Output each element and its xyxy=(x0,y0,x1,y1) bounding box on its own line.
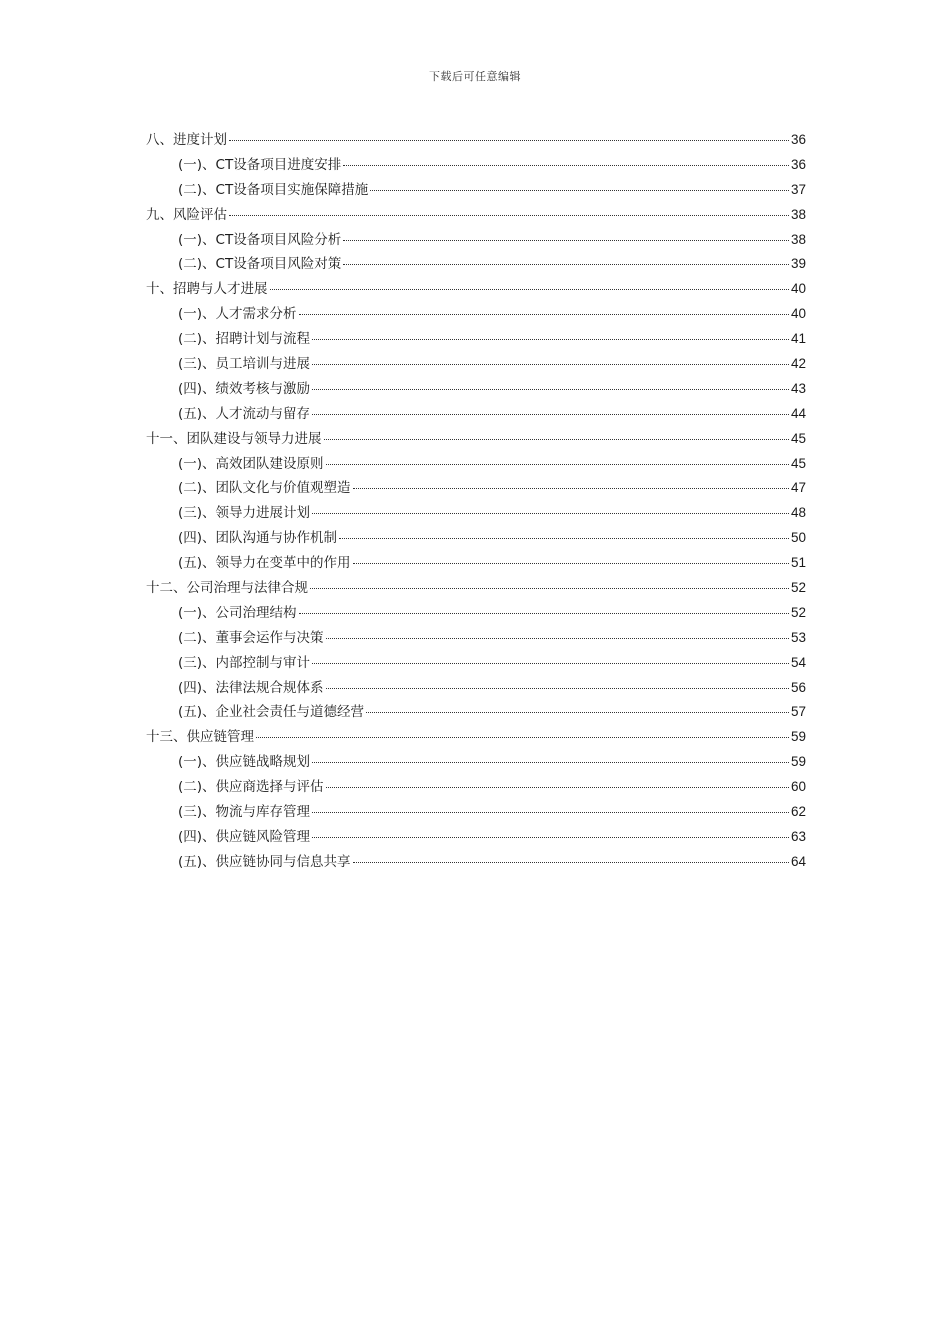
toc-entry[interactable] xyxy=(146,128,806,153)
toc-entry-title: (一)、供应链战略规划 xyxy=(178,754,311,771)
toc-entry-title: (二)、团队文化与价值观塑造 xyxy=(178,480,351,497)
toc-entry[interactable] xyxy=(146,302,806,327)
toc-entry[interactable] xyxy=(146,676,806,701)
toc-entry-page: 36 xyxy=(790,156,806,172)
toc-dot-leader xyxy=(312,513,789,514)
toc-entry[interactable] xyxy=(146,551,806,576)
toc-entry-title: (五)、企业社会责任与道德经营 xyxy=(178,704,365,721)
toc-dot-leader xyxy=(326,638,789,639)
toc-entry-page: 59 xyxy=(790,729,806,745)
toc-dot-leader xyxy=(299,613,789,614)
toc-entry-page: 52 xyxy=(790,580,806,596)
toc-entry-page: 43 xyxy=(790,380,806,396)
toc-entry[interactable] xyxy=(146,452,806,477)
toc-entry-title: (二)、董事会运作与决策 xyxy=(178,629,324,646)
toc-entry-page: 39 xyxy=(790,256,806,272)
toc-entry-page: 47 xyxy=(790,480,806,496)
toc-entry-page: 60 xyxy=(790,779,806,795)
toc-dot-leader xyxy=(343,240,789,241)
toc-entry-page: 64 xyxy=(790,853,806,869)
toc-dot-leader xyxy=(353,563,789,564)
toc-dot-leader xyxy=(229,215,789,216)
toc-entry-page: 41 xyxy=(790,331,806,347)
toc-entry[interactable] xyxy=(146,476,806,501)
toc-dot-leader xyxy=(312,837,789,838)
toc-entry-title: 十三、供应链管理 xyxy=(146,729,254,746)
toc-entry[interactable] xyxy=(146,153,806,178)
toc-entry[interactable] xyxy=(146,601,806,626)
toc-entry-title: (二)、供应商选择与评估 xyxy=(178,779,324,796)
toc-entry[interactable] xyxy=(146,427,806,452)
toc-entry-title: (二)、招聘计划与流程 xyxy=(178,331,311,348)
toc-entry[interactable] xyxy=(146,203,806,228)
toc-entry-page: 38 xyxy=(790,206,806,222)
toc-entry-page: 45 xyxy=(790,430,806,446)
toc-entry[interactable] xyxy=(146,501,806,526)
toc-entry-title: 十一、团队建设与领导力进展 xyxy=(146,430,322,447)
toc-entry[interactable] xyxy=(146,178,806,203)
toc-entry[interactable] xyxy=(146,277,806,302)
toc-entry-title: (一)、公司治理结构 xyxy=(178,604,297,621)
toc-entry[interactable] xyxy=(146,327,806,352)
toc-entry-title: (一)、CT设备项目进度安排 xyxy=(178,156,342,173)
toc-dot-leader xyxy=(312,762,789,763)
toc-dot-leader xyxy=(312,812,789,813)
toc-dot-leader xyxy=(312,339,789,340)
toc-dot-leader xyxy=(312,414,789,415)
toc-entry-title: (三)、物流与库存管理 xyxy=(178,804,311,821)
toc-entry-title: (一)、高效团队建设原则 xyxy=(178,455,324,472)
toc-entry[interactable] xyxy=(146,626,806,651)
toc-dot-leader xyxy=(366,712,789,713)
toc-entry[interactable] xyxy=(146,775,806,800)
toc-entry[interactable] xyxy=(146,725,806,750)
toc-entry-title: (二)、CT设备项目实施保障措施 xyxy=(178,181,369,198)
toc-entry-page: 37 xyxy=(790,181,806,197)
toc-entry[interactable] xyxy=(146,825,806,850)
toc-dot-leader xyxy=(353,862,789,863)
toc-entry[interactable] xyxy=(146,402,806,427)
toc-dot-leader xyxy=(256,737,789,738)
toc-dot-leader xyxy=(312,663,789,664)
toc-entry-title: (三)、员工培训与进展 xyxy=(178,356,311,373)
toc-entry-title: 九、风险评估 xyxy=(146,206,227,223)
toc-entry-page: 54 xyxy=(790,654,806,670)
toc-dot-leader xyxy=(339,538,789,539)
toc-entry-page: 63 xyxy=(790,828,806,844)
toc-entry-title: 八、进度计划 xyxy=(146,132,227,148)
toc-entry-title: (四)、绩效考核与激励 xyxy=(178,380,311,397)
toc-entry[interactable] xyxy=(146,850,806,875)
toc-entry-title: (五)、人才流动与留存 xyxy=(178,405,311,422)
toc-entry-page: 53 xyxy=(790,629,806,645)
toc-entry-page: 44 xyxy=(790,405,806,421)
toc-dot-leader xyxy=(353,488,789,489)
toc-dot-leader xyxy=(312,389,789,390)
toc-entry[interactable] xyxy=(146,352,806,377)
toc-entry[interactable] xyxy=(146,651,806,676)
toc-dot-leader xyxy=(299,314,789,315)
toc-entry[interactable] xyxy=(146,700,806,725)
toc-entry-page: 40 xyxy=(790,281,806,297)
toc-entry-page: 51 xyxy=(790,555,806,571)
toc-entry[interactable] xyxy=(146,800,806,825)
toc-entry[interactable] xyxy=(146,377,806,402)
toc-dot-leader xyxy=(270,289,789,290)
toc-dot-leader xyxy=(324,439,789,440)
table-of-contents xyxy=(146,128,806,875)
toc-entry-title: 十二、公司治理与法律合规 xyxy=(146,580,308,597)
toc-entry-page: 50 xyxy=(790,530,806,546)
page-header: 下载后可任意编辑 xyxy=(429,70,521,83)
toc-dot-leader xyxy=(312,364,789,365)
toc-entry-page: 42 xyxy=(790,356,806,372)
toc-dot-leader xyxy=(229,140,789,141)
toc-entry-page: 62 xyxy=(790,804,806,820)
toc-entry[interactable] xyxy=(146,252,806,277)
toc-dot-leader xyxy=(326,688,789,689)
toc-entry-title: (三)、领导力进展计划 xyxy=(178,505,311,522)
toc-entry-title: (四)、法律法规合规体系 xyxy=(178,679,324,696)
toc-entry-title: 十、招聘与人才进展 xyxy=(146,281,268,298)
toc-entry-page: 45 xyxy=(790,455,806,471)
toc-entry-title: (二)、CT设备项目风险对策 xyxy=(178,256,342,273)
toc-dot-leader xyxy=(310,588,789,589)
toc-entry-title: (五)、领导力在变革中的作用 xyxy=(178,555,351,572)
toc-entry-page: 59 xyxy=(790,754,806,770)
toc-dot-leader xyxy=(343,264,789,265)
toc-dot-leader xyxy=(343,165,789,166)
toc-entry[interactable] xyxy=(146,228,806,253)
toc-entry-page: 56 xyxy=(790,679,806,695)
toc-dot-leader xyxy=(326,464,789,465)
toc-entry-page: 57 xyxy=(790,704,806,720)
toc-dot-leader xyxy=(326,787,789,788)
toc-entry-title: (一)、人才需求分析 xyxy=(178,306,297,323)
toc-entry-page: 40 xyxy=(790,306,806,322)
toc-entry-page: 48 xyxy=(790,505,806,521)
toc-entry[interactable] xyxy=(146,526,806,551)
toc-entry-title: (一)、CT设备项目风险分析 xyxy=(178,231,342,248)
toc-entry-page: 36 xyxy=(790,132,806,147)
toc-entry-title: (五)、供应链协同与信息共享 xyxy=(178,853,351,870)
toc-entry-title: (三)、内部控制与审计 xyxy=(178,654,311,671)
toc-entry-page: 38 xyxy=(790,231,806,247)
toc-entry[interactable] xyxy=(146,576,806,601)
toc-entry[interactable] xyxy=(146,750,806,775)
toc-dot-leader xyxy=(370,190,789,191)
toc-entry-title: (四)、团队沟通与协作机制 xyxy=(178,530,338,547)
toc-entry-title: (四)、供应链风险管理 xyxy=(178,828,311,845)
toc-entry-page: 52 xyxy=(790,604,806,620)
